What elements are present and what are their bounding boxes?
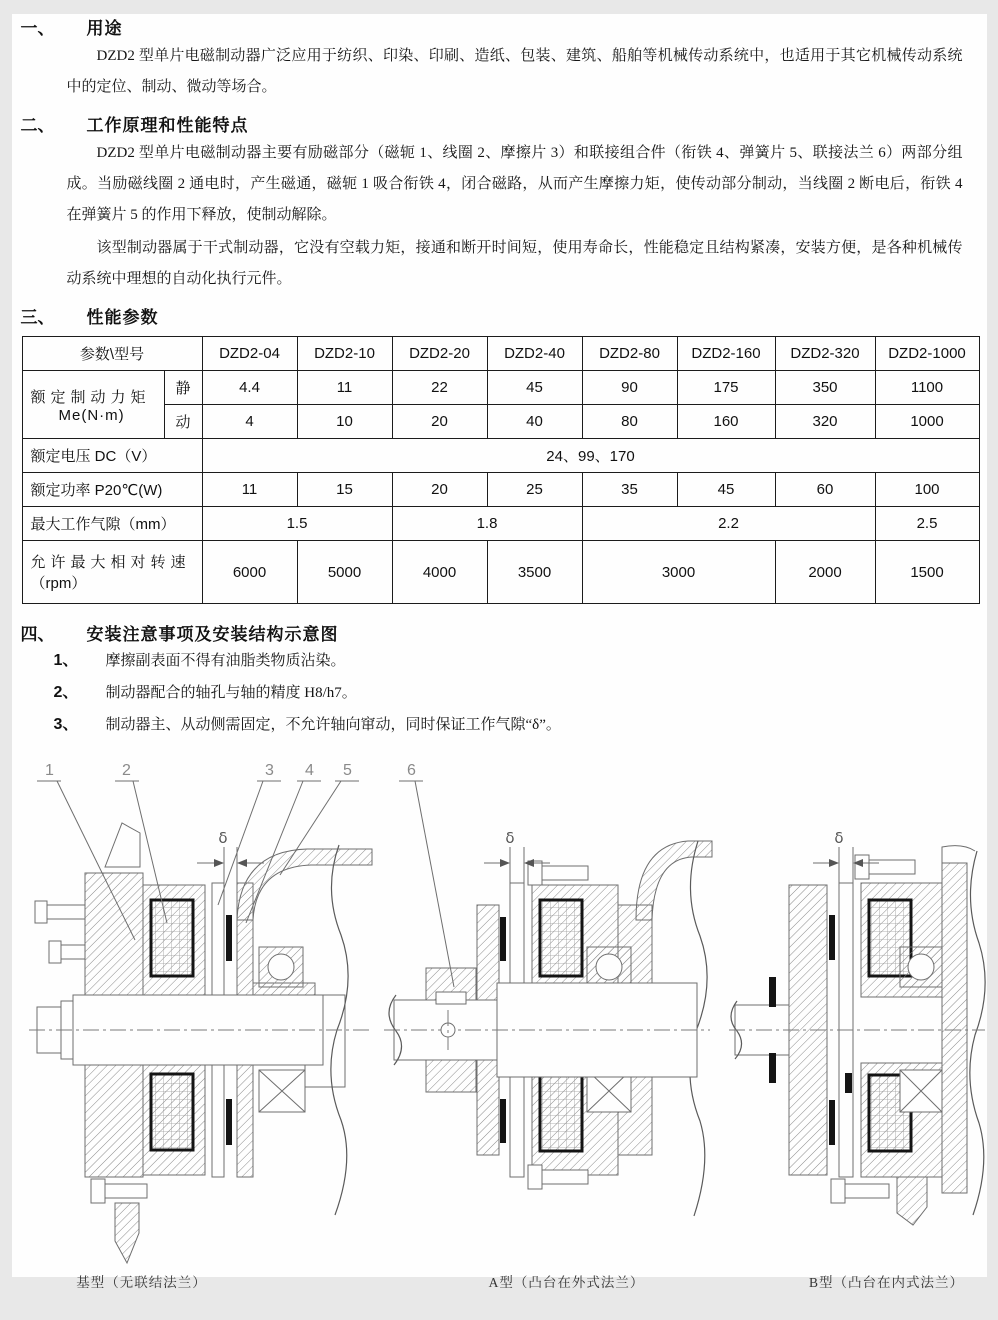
table-cell: 22: [392, 371, 487, 405]
table-cell: 350: [775, 371, 875, 405]
table-row-gap: [22, 507, 979, 541]
table-cell: 1.5: [202, 507, 392, 541]
section-2-title: 工作原理和性能特点: [87, 111, 249, 136]
section-2-paragraph-2: 该型制动器属于干式制动器，它没有空载力矩，接通和断开时间短，使用寿命长，性能稳定且结构紧凑，安装方便，是各种机械传动系统中理想的自动化执行元件。: [67, 233, 963, 295]
table-cell: 1.8: [392, 507, 582, 541]
gap-label-cell: 最大工作气隙（mm）: [22, 507, 202, 541]
install-note-1: [54, 645, 987, 677]
diagram-a-type: [382, 755, 712, 1295]
table-header-model: DZD2-320: [775, 337, 875, 371]
section-3-heading: [12, 303, 987, 328]
table-header-model: DZD2-1000: [875, 337, 979, 371]
table-cell: 4: [202, 405, 297, 439]
table-header-model: DZD2-04: [202, 337, 297, 371]
table-cell: 1500: [875, 541, 979, 604]
table-cell: 60: [775, 473, 875, 507]
diagram-base-type: [27, 755, 372, 1295]
table-cell: 80: [582, 405, 677, 439]
table-cell: 2000: [775, 541, 875, 604]
table-row-power: [22, 473, 979, 507]
delta-gap-label: δ: [218, 829, 227, 847]
table-cell: 100: [875, 473, 979, 507]
table-cell: 25: [487, 473, 582, 507]
installation-diagrams: [12, 755, 987, 1320]
voltage-label-cell: 额定电压 DC（V）: [22, 439, 202, 473]
static-label-cell: 静: [164, 371, 202, 405]
delta-gap-label: δ: [834, 829, 843, 847]
table-cell: 1000: [875, 405, 979, 439]
table-cell: 6000: [202, 541, 297, 604]
section-1-paragraph: DZD2 型单片电磁制动器广泛应用于纺织、印染、印刷、造纸、包装、建筑、船舶等机械传动系统中，也适用于其它机械传动系统中的定位、制动、微动等场合。: [67, 41, 963, 103]
table-cell: 320: [775, 405, 875, 439]
table-cell: 2.2: [582, 507, 875, 541]
table-cell: 40: [487, 405, 582, 439]
section-1-number: 一、: [12, 14, 87, 39]
note-text: 制动器主、从动侧需固定，不允许轴向窜动，同时保证工作气隙“δ”。: [106, 709, 561, 741]
table-cell: 10: [297, 405, 392, 439]
section-1-title: 用途: [87, 14, 123, 39]
note-number: 1、: [54, 645, 106, 677]
table-cell: 4000: [392, 541, 487, 604]
performance-parameters-table: [22, 336, 980, 604]
torque-label: 额定制动力矩: [31, 386, 161, 407]
callout-6: 6: [407, 762, 416, 779]
callout-1: 1: [45, 762, 54, 779]
torque-unit: Me(N·m): [31, 407, 161, 424]
caption-a-type: A型（凸台在外式法兰）: [452, 1271, 682, 1291]
section-3-number: 三、: [12, 303, 87, 328]
table-cell: 3500: [487, 541, 582, 604]
table-cell: 4.4: [202, 371, 297, 405]
note-text: 制动器配合的轴孔与轴的精度 H8/h7。: [106, 677, 357, 709]
section-1-heading: [12, 14, 987, 39]
note-number: 2、: [54, 677, 106, 709]
speed-label-cell: [22, 541, 202, 604]
table-header-corner: 参数\型号: [22, 337, 202, 371]
dynamic-label-cell: 动: [164, 405, 202, 439]
table-cell: 175: [677, 371, 775, 405]
torque-label-cell: [22, 371, 164, 439]
note-text: 摩擦副表面不得有油脂类物质沾染。: [106, 645, 346, 677]
power-label-cell: 额定功率 P20℃(W): [22, 473, 202, 507]
callout-4: 4: [305, 762, 314, 779]
table-cell: 3000: [582, 541, 775, 604]
callout-3: 3: [265, 762, 274, 779]
table-header-model: DZD2-40: [487, 337, 582, 371]
table-cell: 45: [677, 473, 775, 507]
caption-base-type: 基型（无联结法兰）: [27, 1271, 257, 1291]
table-cell: 35: [582, 473, 677, 507]
table-header-model: DZD2-10: [297, 337, 392, 371]
section-2-heading: [12, 111, 987, 136]
delta-gap-label: δ: [505, 829, 514, 847]
table-cell: 11: [297, 371, 392, 405]
section-4-heading: [12, 620, 987, 645]
section-4-title: 安装注意事项及安装结构示意图: [87, 620, 339, 645]
table-row-speed: [22, 541, 979, 604]
table-cell: 45: [487, 371, 582, 405]
table-cell: 11: [202, 473, 297, 507]
datasheet-page: [12, 14, 987, 1277]
table-cell: 160: [677, 405, 775, 439]
table-row-torque-dynamic: [22, 405, 979, 439]
table-cell: 15: [297, 473, 392, 507]
table-cell: 1100: [875, 371, 979, 405]
section-4-number: 四、: [12, 620, 87, 645]
section-3-title: 性能参数: [87, 303, 159, 328]
table-cell: 20: [392, 405, 487, 439]
note-number: 3、: [54, 709, 106, 741]
section-2-number: 二、: [12, 111, 87, 136]
caption-b-type: B型（凸台在内式法兰）: [772, 1271, 998, 1291]
speed-label-unit: （rpm）: [31, 572, 199, 593]
table-cell: 5000: [297, 541, 392, 604]
table-row-voltage: [22, 439, 979, 473]
table-header-model: DZD2-20: [392, 337, 487, 371]
diagram-b-type: [727, 755, 987, 1295]
voltage-value-cell: 24、99、170: [202, 439, 979, 473]
table-row-torque-static: [22, 371, 979, 405]
table-cell: 20: [392, 473, 487, 507]
install-note-3: [54, 709, 987, 741]
table-header-model: DZD2-80: [582, 337, 677, 371]
install-note-2: [54, 677, 987, 709]
speed-label: 允许最大相对转速: [31, 551, 199, 572]
callout-2: 2: [122, 762, 131, 779]
table-cell: 2.5: [875, 507, 979, 541]
table-row-header: [22, 337, 979, 371]
table-cell: 90: [582, 371, 677, 405]
callout-5: 5: [343, 762, 352, 779]
section-2-paragraph-1: DZD2 型单片电磁制动器主要有励磁部分（磁轭 1、线圈 2、摩擦片 3）和联接组合件（衔铁 4、弹簧片 5、联接法兰 6）两部分组成。当励磁线圈 2 通电时，产生磁通，磁轭 1 吸合衔铁 4，闭合磁路，从而产生摩擦力矩，使传动部分制动，当线圈 2 断电后，衔铁 4 在弹簧片 5 的作用下释放，使制动解除。: [67, 138, 963, 231]
table-header-model: DZD2-160: [677, 337, 775, 371]
